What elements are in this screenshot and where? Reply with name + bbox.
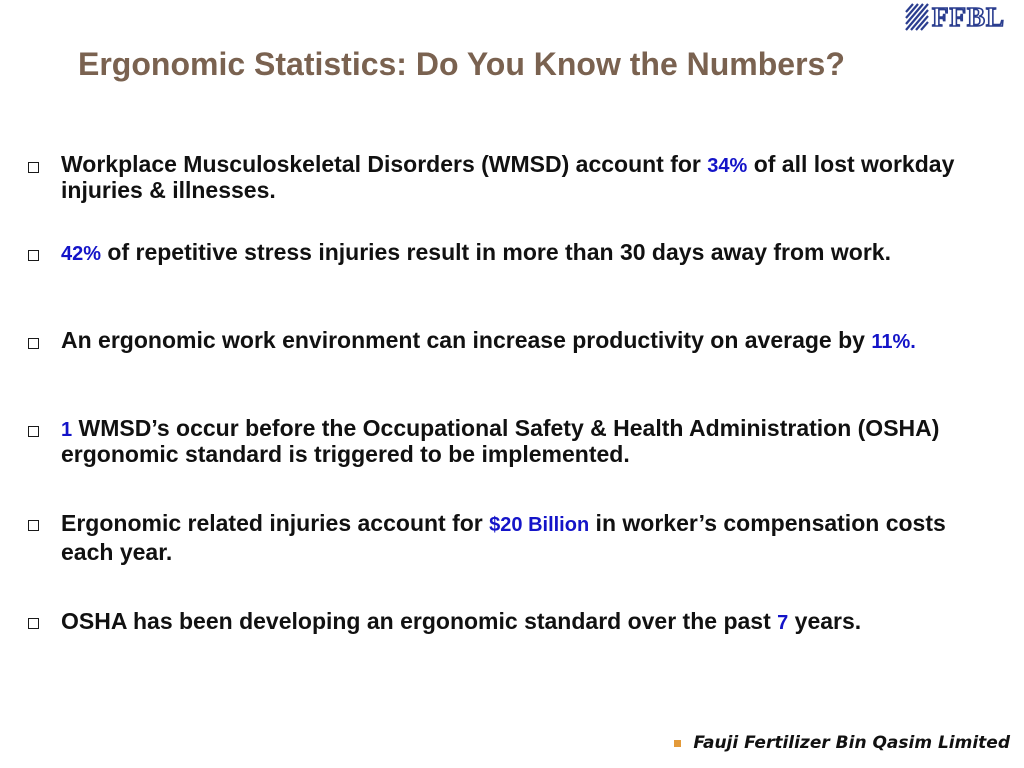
bullet-text [61,328,1001,354]
bullet-text-post: of all lost workday injuries & illnesses. [61,151,955,203]
hollow-square-bullet-icon [28,250,39,261]
bullet-item [24,416,1004,466]
striped-triangle-icon [904,2,930,32]
hollow-square-bullet-icon [28,162,39,173]
bullet-text-post: in worker’s compensation costs each year. [61,510,946,565]
bullet-highlight: 42% [61,243,102,265]
bullet-item [24,152,1004,202]
footer-company-name: Fauji Fertilizer Bin Qasim Limited [693,733,1010,753]
hollow-square-bullet-icon [28,338,39,349]
slide-title: Ergonomic Statistics: Do You Know the Numbers? [78,46,845,82]
bullet-item [24,510,1004,566]
bullet-text-pre: Workplace Musculoskeletal Disorders (WMSD) account for [61,151,708,177]
bullet-item [24,240,1004,266]
bullet-text [61,240,1001,266]
bullet-item [24,608,1004,637]
bullet-highlight: $20 Billion [489,514,590,536]
hollow-square-bullet-icon [28,618,39,629]
bullet-text-pre: An ergonomic work environment can increase productivity on average by [61,327,872,353]
bullet-text-pre: OSHA has been developing an ergonomic standard over the past [61,608,778,634]
slide-footer [674,733,1010,753]
bullet-item [24,328,1004,354]
bullet-text [61,416,1001,466]
hollow-square-bullet-icon [28,426,39,437]
bullet-text [61,608,1001,637]
bullet-text [61,510,1001,566]
hollow-square-bullet-icon [28,520,39,531]
filled-square-bullet-icon [674,740,681,747]
bullet-highlight: 34% [707,155,748,177]
bullet-text-post: of repetitive stress injuries result in more than 30 days away from work. [101,239,891,265]
bullet-highlight: 1 [61,419,73,441]
logo-text: FFBL [932,2,1006,32]
bullet-highlight: 11%. [871,331,916,353]
bullet-text-pre: Ergonomic related injuries account for [61,510,490,536]
company-logo [904,1,1020,33]
bullet-text-post: years. [788,608,862,634]
bullet-text-post: WMSD’s occur before the Occupational Safety & Health Administration (OSHA) ergonomic standard is triggered to be implemented. [61,415,940,467]
bullet-highlight: 7 [777,612,789,634]
bullet-text [61,152,1001,202]
